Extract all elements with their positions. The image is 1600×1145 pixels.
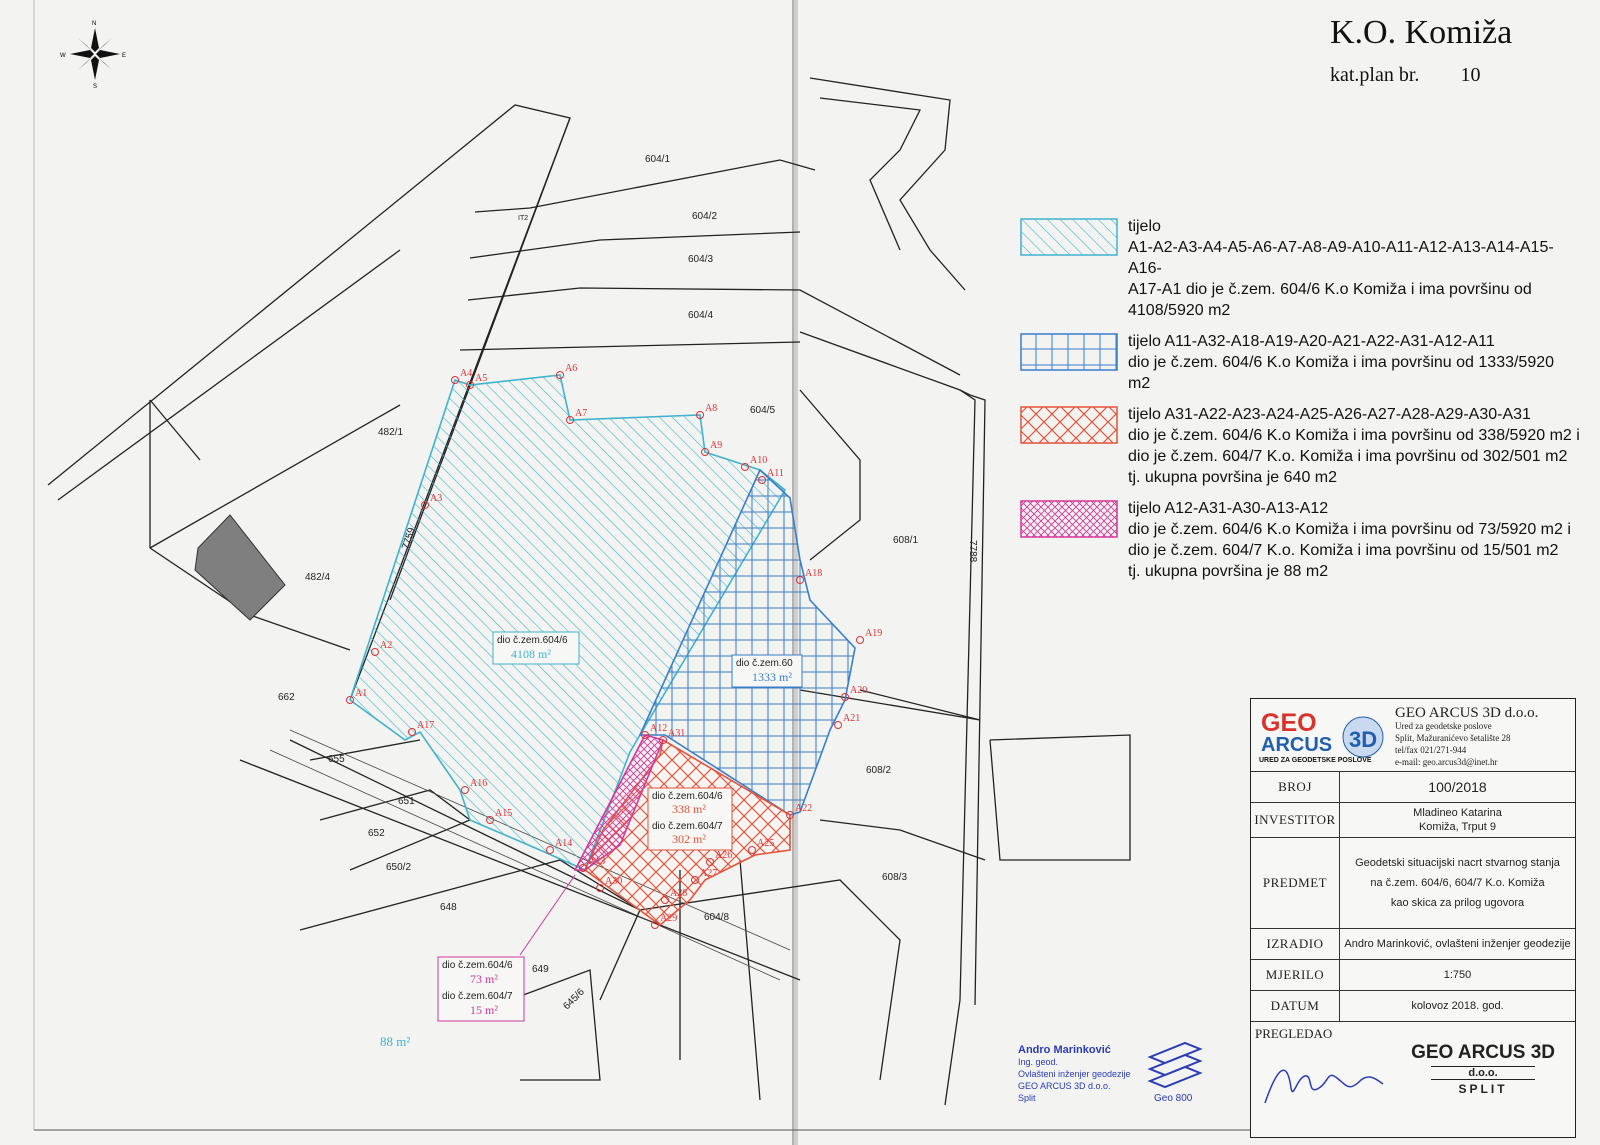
- firm-name: GEO ARCUS 3D d.o.o.: [1395, 705, 1539, 721]
- page-title: K.O. Komiža: [1330, 14, 1513, 51]
- legend-line: dio je č.zem. 604/7 K.o. Komiža i ima površinu od 15/501 m2: [1128, 542, 1559, 559]
- pregledao-label: PREGLEDAO: [1255, 1026, 1333, 1041]
- legend-line: tijelo A12-A31-A30-A13-A12: [1128, 500, 1329, 517]
- survey-point-label: A21: [843, 713, 861, 724]
- compass-w: W: [60, 53, 66, 59]
- svg-text:dio č.zem.604/6: dio č.zem.604/6: [497, 635, 568, 646]
- survey-point-label: A11: [767, 468, 784, 479]
- legend-item: [1020, 331, 1580, 394]
- firm-line: Split, Mažuranićevo šetalište 28: [1395, 733, 1511, 743]
- legend-swatch-crosshatch: [1020, 500, 1118, 538]
- legend-item: [1020, 498, 1580, 582]
- legend-line: dio je č.zem. 604/6 K.o Komiža i ima površinu od 73/5920 m2 i: [1128, 521, 1571, 538]
- datum-value: kolovoz 2018. god.: [1411, 1000, 1504, 1012]
- legend-swatch-diagonal: [1020, 218, 1118, 256]
- survey-point-label: A10: [750, 455, 768, 466]
- company-stamp: [1411, 1042, 1555, 1096]
- logo-geo: GEO: [1261, 709, 1317, 737]
- svg-text:4108 m²: 4108 m²: [511, 647, 551, 661]
- survey-point-label: A13: [588, 856, 606, 867]
- stamp-doo: d.o.o.: [1431, 1066, 1535, 1080]
- izradio-label: IZRADIO: [1251, 929, 1340, 959]
- survey-point-label: A27: [700, 868, 718, 879]
- stamp-line: GEO ARCUS 3D d.o.o.: [1018, 1081, 1111, 1091]
- survey-point-label: A30: [605, 876, 623, 887]
- row-broj: [1251, 772, 1575, 803]
- parcel-label: 645/6: [561, 986, 587, 1013]
- survey-point-label: A8: [705, 403, 718, 414]
- svg-text:338 m²: 338 m²: [672, 802, 706, 816]
- legend-line: A17-A1 dio je č.zem. 604/6 K.o Komiža i ima površinu od: [1128, 281, 1532, 298]
- legend-line: tijelo A31-A22-A23-A24-A25-A26-A27-A28-A29-A30-A31: [1128, 406, 1531, 423]
- plan-label: kat.plan br.: [1330, 64, 1420, 86]
- legend-line: dio je č.zem. 604/6 K.o Komiža i ima površinu od 1333/5920 m2: [1128, 354, 1555, 392]
- svg-text:dio č.zem.604/6: dio č.zem.604/6: [652, 791, 723, 802]
- signature: [1257, 1048, 1407, 1108]
- survey-point-label: A14: [555, 838, 573, 849]
- stamp-name: Andro Marinković: [1018, 1044, 1111, 1056]
- predmet-line: kao skica za prilog ugovora: [1390, 897, 1525, 909]
- parcel-label: 662: [278, 692, 295, 703]
- geo800-label: Geo 800: [1154, 1093, 1193, 1104]
- legend-swatch-grid: [1020, 333, 1118, 371]
- survey-point-label: A19: [865, 628, 883, 639]
- survey-point-label: A28: [670, 888, 688, 899]
- row-predmet: [1251, 838, 1575, 929]
- svg-text:73 m²: 73 m²: [470, 972, 498, 986]
- row-datum: [1251, 991, 1575, 1022]
- survey-point-label: A1: [355, 688, 368, 699]
- area-box-1333: [732, 655, 802, 687]
- parcel-label: 652: [368, 828, 385, 839]
- legend-line: tj. ukupna površina je 88 m2: [1128, 563, 1329, 580]
- legend-line: tj. ukupna površina je 640 m2: [1128, 469, 1338, 486]
- investitor-name: Mladineo Katarina: [1413, 807, 1502, 819]
- geo800-badge-icon: [1140, 1035, 1210, 1105]
- survey-point: [857, 637, 864, 644]
- parcel-label: 651: [398, 796, 415, 807]
- svg-text:dio č.zem.604/6: dio č.zem.604/6: [442, 960, 513, 971]
- legend-line: tijelo A11-A32-A18-A19-A20-A21-A22-A31-A12-A11: [1128, 333, 1495, 350]
- title-block: [1250, 698, 1576, 1138]
- survey-point-label: A4: [460, 368, 473, 379]
- svg-text:dio č.zem.604/7: dio č.zem.604/7: [652, 821, 723, 832]
- svg-text:dio č.zem.604/7: dio č.zem.604/7: [442, 991, 513, 1002]
- survey-point-label: A17: [417, 720, 435, 731]
- parcel-label: 7788: [967, 540, 978, 563]
- logo-tagline: URED ZA GEODETSKE POSLOVE: [1259, 757, 1372, 763]
- logo-3d: 3D: [1349, 727, 1378, 752]
- row-mjerilo: [1251, 960, 1575, 991]
- row-pregledao: [1251, 1022, 1575, 1110]
- area-box-4108: [493, 632, 579, 664]
- parcel-label: 655: [328, 754, 345, 765]
- firm-info: [1395, 707, 1538, 768]
- parcel-label: 482/1: [378, 427, 404, 438]
- legend-line: tijelo: [1128, 218, 1161, 235]
- logo-arcus: ARCUS: [1261, 734, 1333, 756]
- building: [195, 515, 285, 620]
- parcel-label: 604/4: [688, 310, 714, 321]
- parcel-label: 7759: [400, 526, 418, 551]
- svg-text:1333 m²: 1333 m²: [752, 670, 792, 684]
- legend-line: dio je č.zem. 604/7 K.o. Komiža i ima površinu od 302/501 m2: [1128, 448, 1568, 465]
- svg-text:15 m²: 15 m²: [470, 1003, 498, 1017]
- broj-label: BROJ: [1251, 772, 1340, 802]
- stamp-city: SPLIT: [1458, 1082, 1508, 1096]
- survey-point-label: A6: [565, 363, 578, 374]
- parcel-label: 604/5: [750, 405, 776, 416]
- firm-line: tel/fax 021/271-944: [1395, 745, 1467, 755]
- mjerilo-label: MJERILO: [1251, 960, 1340, 990]
- compass-rose-icon: [60, 21, 126, 90]
- survey-point-label: A3: [430, 493, 443, 504]
- svg-text:dio č.zem.60: dio č.zem.60: [736, 658, 793, 669]
- survey-point-label: A5: [475, 373, 488, 384]
- predmet-line: Geodetski situacijski nacrt stvarnog stanja: [1355, 857, 1560, 869]
- parcel-label: 608/1: [893, 535, 919, 546]
- survey-point-label: A25: [757, 838, 775, 849]
- parcel-label: 648: [440, 902, 457, 913]
- parcel-label: 604/1: [645, 154, 671, 165]
- survey-point-label: A31: [668, 728, 686, 739]
- investitor-address: Komiža, Trput 9: [1418, 821, 1497, 833]
- investitor-label: INVESTITOR: [1251, 803, 1340, 837]
- parcel-label: 482/4: [305, 572, 331, 583]
- compass-e: E: [122, 53, 127, 59]
- izradio-value: Andro Marinković, ovlašteni inženjer geodezije: [1344, 938, 1571, 950]
- row-izradio: [1251, 929, 1575, 960]
- survey-point: [835, 722, 842, 729]
- parcel-label: 649: [532, 964, 549, 975]
- legend: [1020, 216, 1580, 592]
- mjerilo-value: 1:750: [1443, 969, 1472, 981]
- survey-point-label: A29: [660, 913, 678, 924]
- legend-line: A1-A2-A3-A4-A5-A6-A7-A8-A9-A10-A11-A12-A13-A14-A15-A16-: [1128, 239, 1554, 277]
- legend-line: dio je č.zem. 604/6 K.o Komiža i ima površinu od 338/5920 m2 i: [1128, 427, 1580, 444]
- stamp-line: Ovlašteni inženjer geodezije: [1018, 1069, 1131, 1079]
- plan-number: 10: [1460, 64, 1481, 86]
- survey-point-label: A7: [575, 408, 588, 419]
- legend-swatch-herringbone: [1020, 406, 1118, 444]
- survey-point-label: A12: [650, 723, 668, 734]
- parcel-label: 604/2: [692, 211, 718, 222]
- plan-number-line: [1330, 64, 1480, 87]
- parcel-label: 608/2: [866, 765, 892, 776]
- area-total-88: 88 m²: [380, 1034, 411, 1049]
- svg-text:302 m²: 302 m²: [672, 832, 706, 846]
- firm-line: Ured za geodetske poslove: [1395, 721, 1492, 731]
- parcel-label: 608/3: [882, 872, 908, 883]
- parcel-label: IT2: [518, 215, 529, 222]
- survey-point-label: A9: [710, 440, 723, 451]
- area-box-88: [438, 957, 524, 1021]
- legend-item: [1020, 404, 1580, 488]
- parcel-label: 604/3: [688, 254, 714, 265]
- survey-point-label: A18: [805, 568, 823, 579]
- datum-label: DATUM: [1251, 991, 1340, 1021]
- survey-point-label: A26: [715, 850, 733, 861]
- predmet-label: PREDMET: [1251, 838, 1340, 928]
- parcel-label: 650/2: [386, 862, 412, 873]
- firm-line: e-mail: geo.arcus3d@inet.hr: [1395, 757, 1498, 767]
- survey-point-label: A22: [795, 803, 813, 814]
- area-box-640: [648, 788, 732, 850]
- parcel-label: 604/8: [704, 912, 730, 923]
- survey-point-label: A20: [850, 685, 868, 696]
- row-investitor: [1251, 803, 1575, 838]
- geo-arcus-logo: [1259, 707, 1393, 763]
- broj-value: 100/2018: [1428, 779, 1487, 795]
- title-block-header: [1251, 699, 1575, 772]
- legend-line: 4108/5920 m2: [1128, 302, 1231, 319]
- survey-point-label: A2: [380, 640, 393, 651]
- stamp-firm: GEO ARCUS 3D: [1411, 1042, 1555, 1063]
- compass-n: N: [92, 21, 97, 27]
- stamp-line: Split: [1018, 1093, 1036, 1103]
- predmet-line: na č.zem. 604/6, 604/7 K.o. Komiža: [1370, 877, 1545, 889]
- survey-point-label: A16: [470, 778, 488, 789]
- compass-s: S: [93, 84, 98, 90]
- survey-point-label: A15: [495, 808, 513, 819]
- legend-item: [1020, 216, 1580, 321]
- stamp-line: Ing. geod.: [1018, 1057, 1059, 1067]
